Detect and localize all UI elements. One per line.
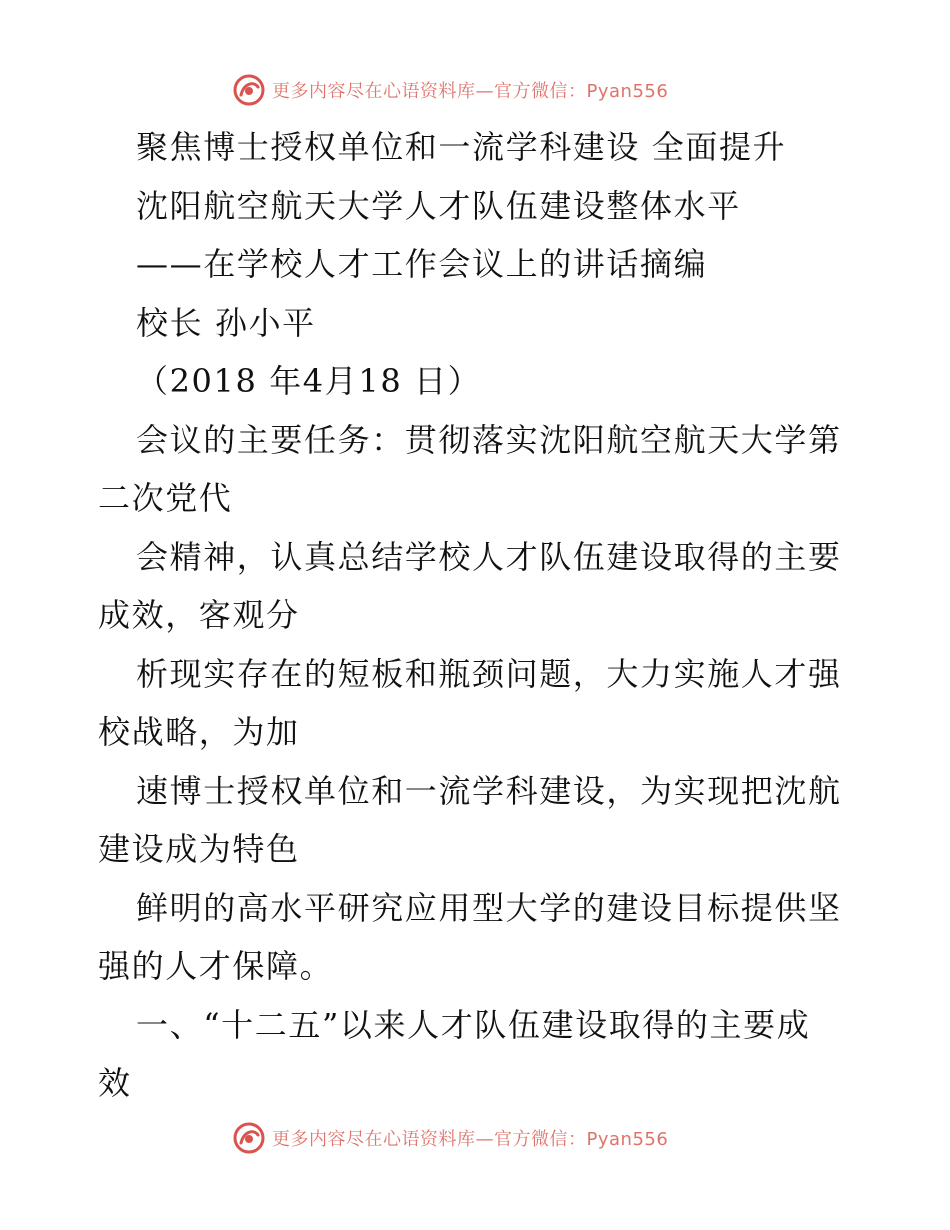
document-body <box>98 118 858 1113</box>
text-line: （2018 年4月18 日） <box>136 362 482 400</box>
text-line: 鲜明的高水平研究应用型大学的建设目标提供坚 <box>136 888 842 927</box>
watermark-text: 更多内容尽在心语资料库—官方微信：Pyan556 <box>272 1129 669 1150</box>
watermark-text: 更多内容尽在心语资料库—官方微信：Pyan556 <box>272 81 669 102</box>
text-line: ——在学校人才工作会议上的讲话摘编 <box>136 245 708 283</box>
red-swirl-logo-icon <box>232 1121 266 1155</box>
text-line: 析现实存在的短板和瓶颈问题，大力实施人才强 <box>136 654 842 693</box>
text-line: 校战略，为加 <box>98 713 300 751</box>
text-line: 沈阳航空航天大学人才队伍建设整体水平 <box>136 186 741 225</box>
text-line: 强的人才保障。 <box>98 947 334 985</box>
watermark-header <box>232 72 668 108</box>
watermark-footer <box>232 1120 668 1156</box>
text-line: 会议的主要任务：贯彻落实沈阳航空航天大学第 <box>136 420 842 459</box>
text-line: 校长 孙小平 <box>136 303 316 342</box>
red-swirl-logo-icon <box>232 73 266 107</box>
text-line: 二次党代 <box>98 479 233 517</box>
text-line: 会精神，认真总结学校人才队伍建设取得的主要 <box>136 537 842 576</box>
text-line: 一、“十二五”以来人才队伍建设取得的主要成 <box>136 1005 811 1044</box>
text-line: 聚焦博士授权单位和一流学科建设 全面提升 <box>136 128 787 166</box>
text-line: 速博士授权单位和一流学科建设，为实现把沈航 <box>136 771 842 810</box>
text-line: 成效，客观分 <box>98 596 300 634</box>
text-line: 建设成为特色 <box>98 830 300 868</box>
text-line: 效 <box>98 1064 132 1102</box>
